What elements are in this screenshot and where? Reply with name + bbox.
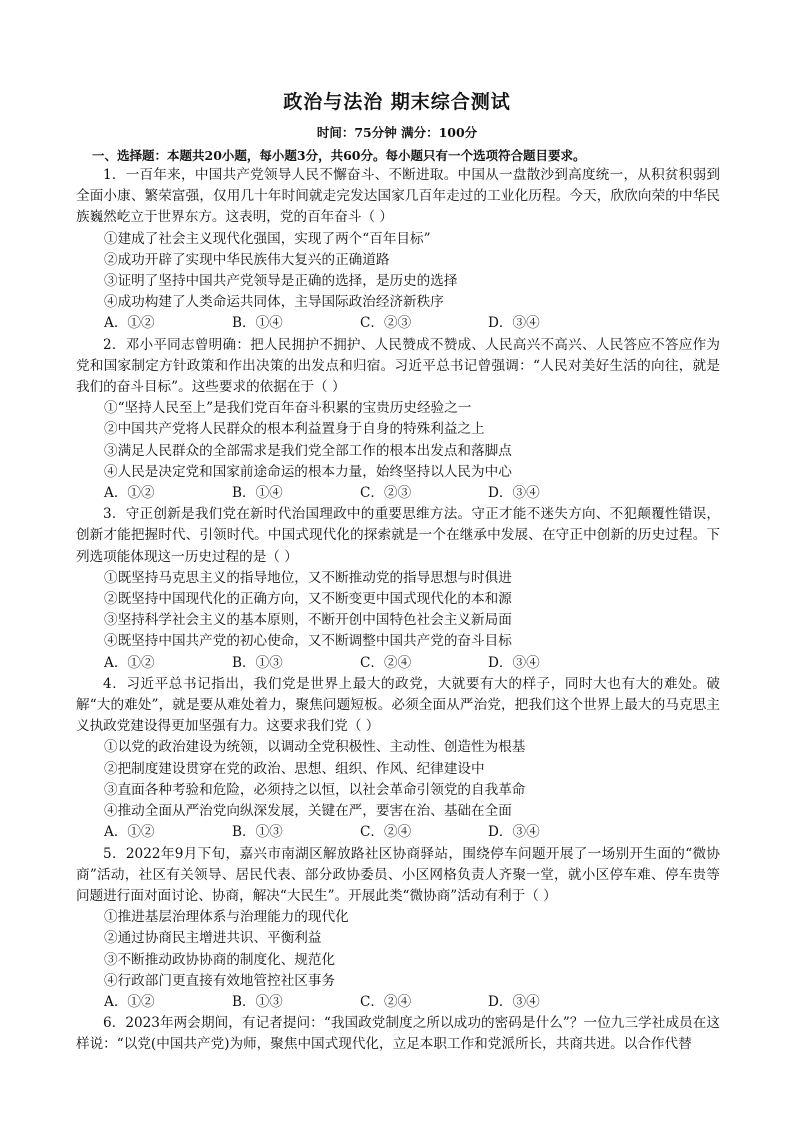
- choice-d: D．③④: [488, 993, 540, 1010]
- exam-meta: 时间：75分钟 满分：100分: [316, 125, 478, 140]
- option-statement: ④推动全面从严治党向纵深发展，关键在严，要害在治、基础在全面: [104, 803, 512, 820]
- option-statement: ④成功构建了人类命运共同体，主导国际政治经济新秩序: [104, 294, 444, 311]
- answer-choices: [76, 653, 720, 674]
- section-heading: 一、选择题：本题共20小题，每小题3分，共60分。每小题只有一个选项符合题目要求。: [92, 148, 586, 163]
- option-statement: ②成功开辟了实现中华民族伟大复兴的正确道路: [104, 251, 390, 268]
- choice-b: B．①③: [232, 654, 283, 671]
- question-stem: 5．2022年9月下旬，嘉兴市南湖区解放路社区协商驿站，围绕停车问题开展了一场别开生面的“微协商”活动，社区有关领导、居民代表、部分政协委员、小区网格负责人齐聚一堂，就小区停车难、停车贵等问题进行面对面讨论、协商，解决“大民生”。开展此类“微协商”活动有利于（ ）: [76, 845, 720, 904]
- question-stem: 2．邓小平同志曾明确：把人民拥护不拥护、人民赞成不赞成、人民高兴不高兴、人民答应不答应作为党和国家制定方针政策和作出决策的出发点和归宿。习近平总书记曾强调：“人民对美好生活的向往，就是我们的奋斗目标”。这些要求的依据在于（ ）: [76, 336, 720, 396]
- choice-d: D．③④: [488, 654, 540, 671]
- option-statement: ④既坚持中国共产党的初心使命，又不断调整中国共产党的奋斗目标: [104, 633, 512, 650]
- answer-choices: [76, 313, 720, 334]
- question-2: [76, 335, 720, 505]
- question-1: [76, 165, 720, 335]
- option-statement: ②中国共产党将人民群众的根本利益置身于自身的特殊利益之上: [104, 421, 485, 438]
- option-statement: ③坚持科学社会主义的基本原则，不断开创中国特色社会主义新局面: [104, 612, 512, 629]
- option-statement: ③满足人民群众的全部需求是我们党全部工作的根本出发点和落脚点: [104, 442, 512, 459]
- question-list: [76, 165, 720, 1056]
- choice-d: D．③④: [488, 824, 540, 841]
- question-stem: 6．2023年两会期间，有记者提问：“我国政党制度之所以成功的密码是什么”？一位九三学社成员在这样说：“以党(中国共产党)为师，聚焦中国式现代化，立足本职工作和党派所长，共商共进。以合作代替: [76, 1015, 720, 1053]
- choice-c: C．②③: [360, 315, 412, 332]
- choice-a: A．①②: [104, 654, 155, 671]
- question-5: [76, 844, 720, 1014]
- option-statement: ①“坚持人民至上”是我们党百年奋斗积累的宝贵历史经验之一: [104, 400, 472, 417]
- answer-choices: [76, 822, 720, 843]
- choice-c: C．②④: [360, 824, 412, 841]
- choice-a: A．①②: [104, 315, 155, 332]
- question-6: [76, 1013, 720, 1055]
- question-4: [76, 674, 720, 844]
- option-statement: ④人民是决定党和国家前途命运的根本力量，始终坚持以人民为中心: [104, 463, 512, 480]
- option-statement: ②既坚持中国现代化的正确方向，又不断变更中国式现代化的本和源: [104, 591, 512, 608]
- option-statement: ②把制度建设贯穿在党的政治、思想、组织、作风、纪律建设中: [104, 760, 485, 777]
- choice-c: C．②③: [360, 485, 412, 502]
- option-statement: ①建成了社会主义现代化强国，实现了两个“百年目标”: [104, 230, 431, 247]
- option-statement: ①以党的政治建设为统领，以调动全党积极性、主动性、创造性为根基: [104, 739, 526, 756]
- choice-c: C．②④: [360, 993, 412, 1010]
- choice-a: A．①②: [104, 485, 155, 502]
- choice-a: A．①②: [104, 824, 155, 841]
- choice-b: B．①④: [232, 485, 283, 502]
- choice-c: C．②④: [360, 654, 412, 671]
- question-3: [76, 504, 720, 674]
- option-statement: ①推进基层治理体系与治理能力的现代化: [104, 909, 349, 926]
- choice-a: A．①②: [104, 993, 155, 1010]
- choice-b: B．①④: [232, 315, 283, 332]
- choice-d: D．③④: [488, 315, 540, 332]
- option-statement: ③直面各种考验和危险，必须持之以恒，以社会革命引领党的自我革命: [104, 781, 526, 798]
- option-statement: ④行政部门更直接有效地管控社区事务: [104, 972, 336, 989]
- page-title: 政治与法治 期末综合测试: [283, 91, 511, 113]
- option-statement: ①既坚持马克思主义的指导地位，又不断推动党的指导思想与时俱进: [104, 569, 512, 586]
- answer-choices: [76, 992, 720, 1013]
- question-stem: 4．习近平总书记指出，我们党是世界上最大的政党，大就要有大的样子，同时大也有大的难处。破解“大的难处”，就是要从难处着力，聚焦问题短板。必须全面从严治党，把我们这个世界上最大的马克思主义执政党建设得更加坚强有力。这要求我们党（ ）: [76, 675, 720, 735]
- choice-b: B．①③: [232, 824, 283, 841]
- option-statement: ③不断推动政协协商的制度化、规范化: [104, 951, 336, 968]
- question-stem: 1．一百年来，中国共产党领导人民不懈奋斗、不断进取。中国从一盘散沙到高度统一，从积贫积弱到全面小康、繁荣富强，仅用几十年时间就走完发达国家几百年走过的工业化历程。今天，欣欣向荣的中华民族巍然屹立于世界东方。这表明，党的百年奋斗（ ）: [76, 167, 720, 226]
- question-stem: 3．守正创新是我们党在新时代治国理政中的重要思维方法。守正才能不迷失方向、不犯颠覆性错误，创新才能把握时代、引领时代。中国式现代化的探索就是一个在继承中发展、在守正中创新的历史过程。下列选项能体现这一历史过程的是（ ）: [76, 506, 720, 565]
- option-statement: ②通过协商民主增进共识、平衡利益: [104, 930, 322, 947]
- choice-b: B．①③: [232, 993, 283, 1010]
- option-statement: ③证明了坚持中国共产党领导是正确的选择，是历史的选择: [104, 273, 458, 290]
- answer-choices: [76, 483, 720, 504]
- choice-d: D．③④: [488, 485, 540, 502]
